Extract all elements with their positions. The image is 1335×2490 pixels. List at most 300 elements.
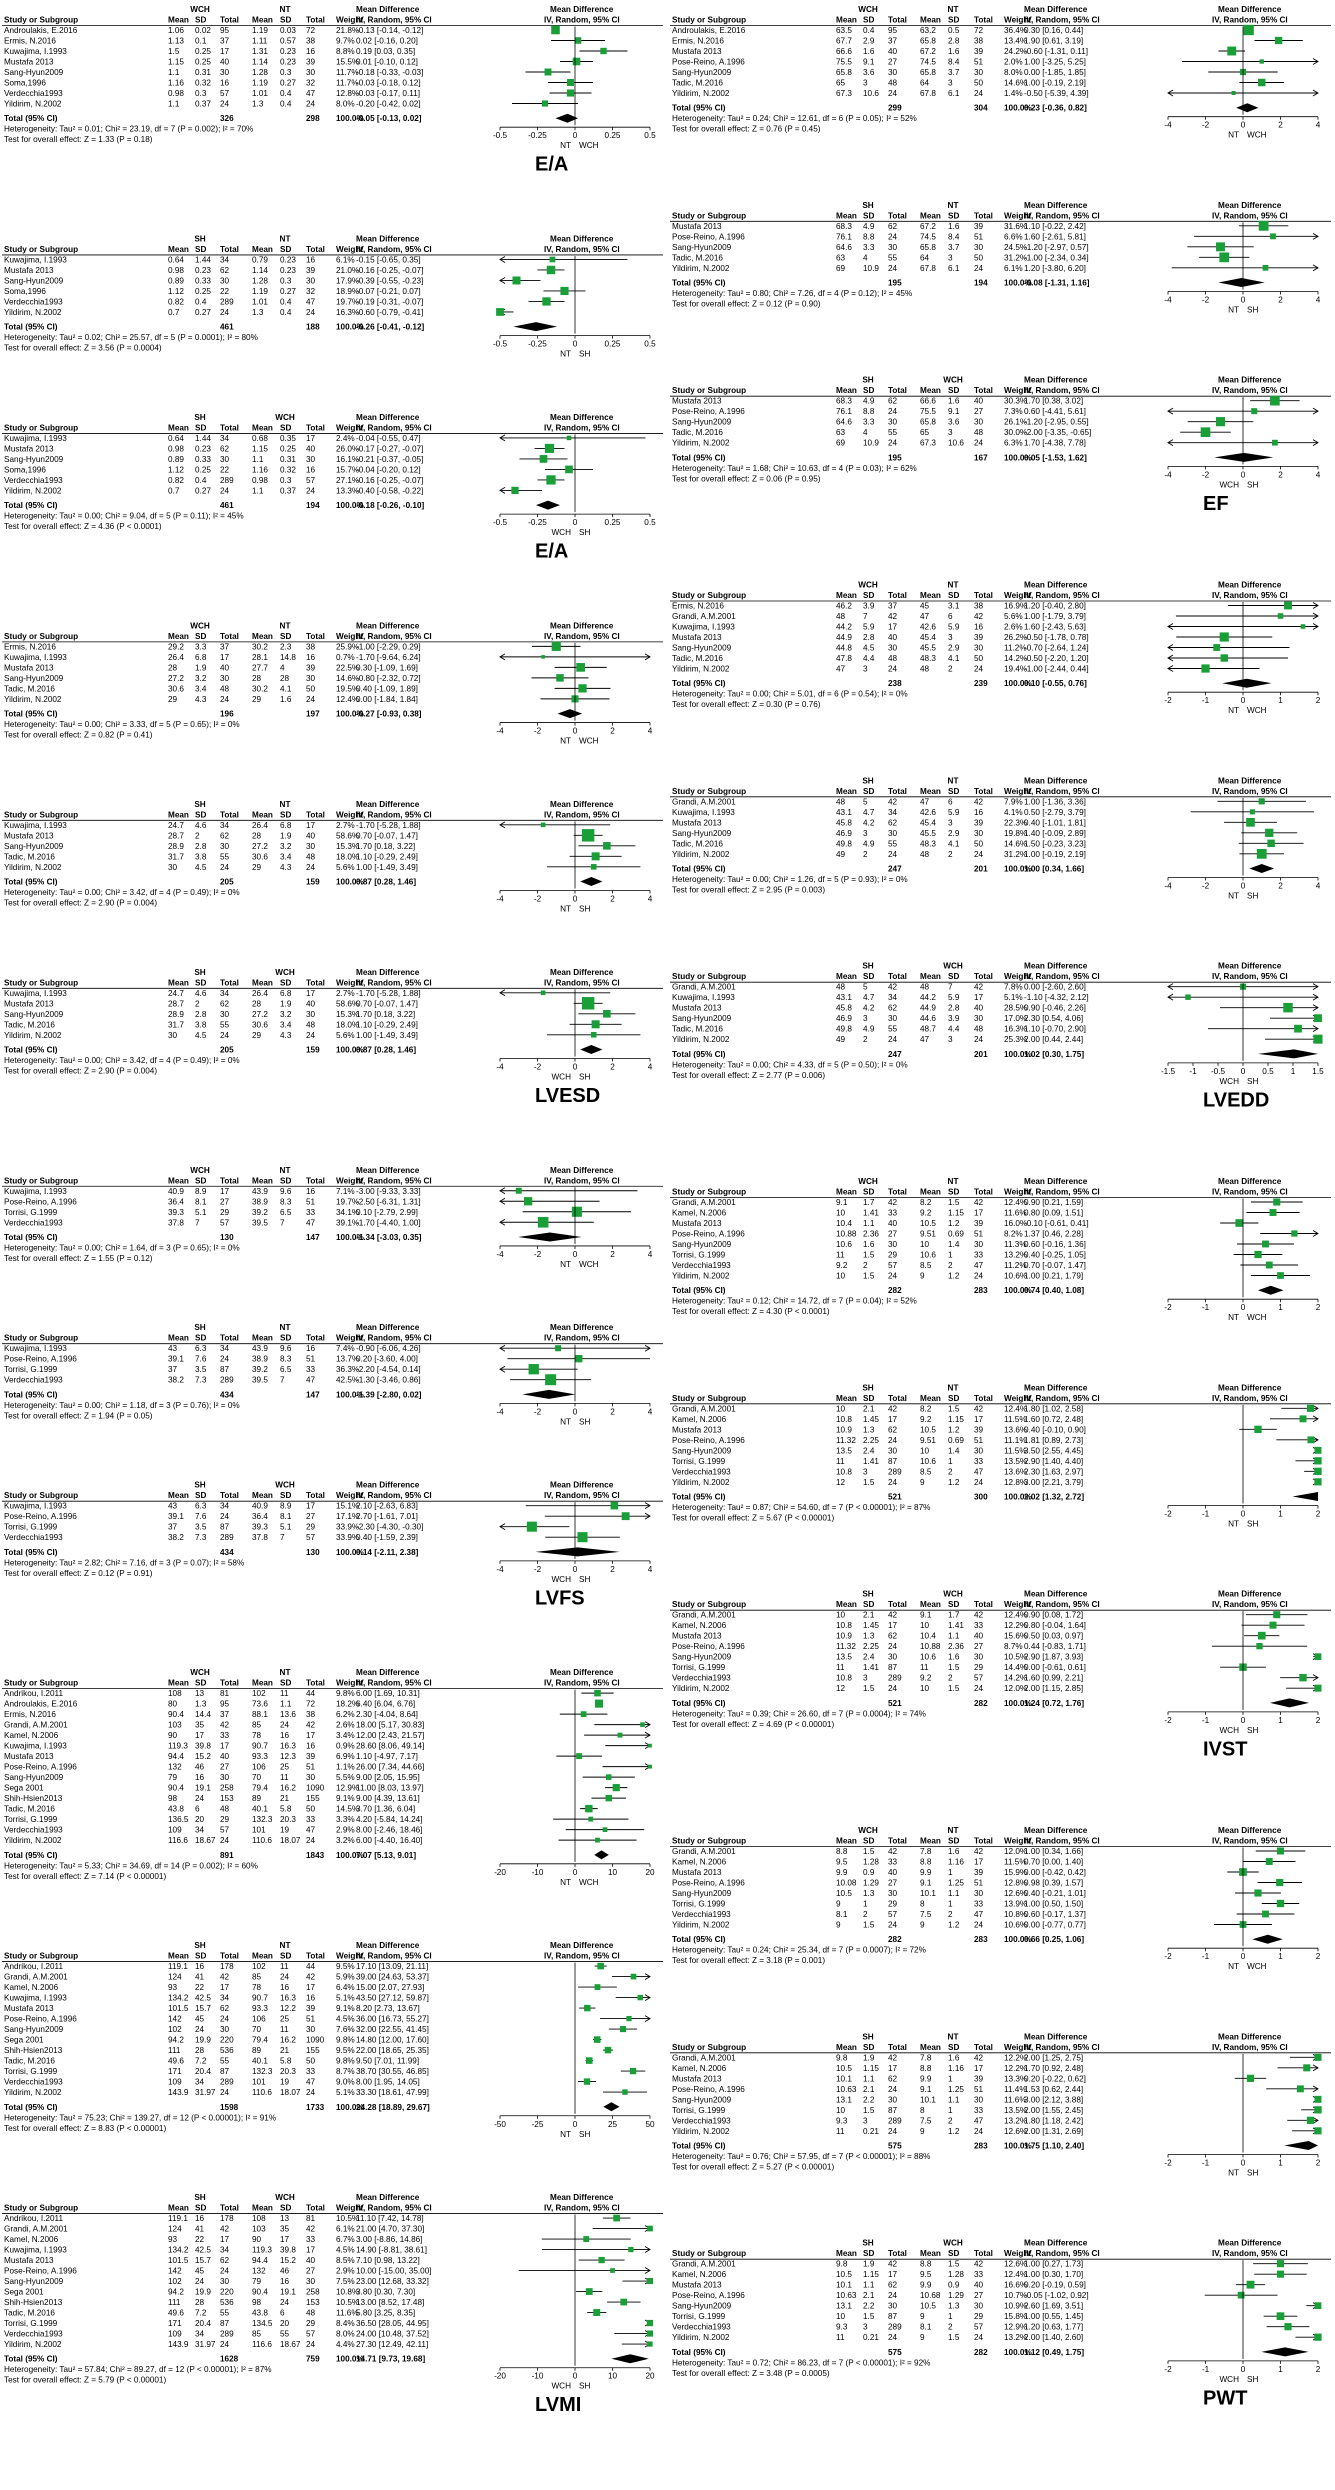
cell-m1: 67.7 <box>836 36 852 46</box>
col-header-m1: Mean <box>836 972 857 982</box>
favours-right: WCH <box>579 141 599 151</box>
pooled-diamond <box>580 1045 602 1054</box>
md-plot-subheader: IV, Random, 95% CI <box>1212 2042 1288 2052</box>
md-plot-header: Mean Difference <box>1218 375 1282 385</box>
cell-w: 11.3% <box>1004 1240 1027 1249</box>
cell-s1: 1.5 <box>863 2312 875 2322</box>
cell-s1: 15.2 <box>195 1752 211 1762</box>
cell-m1: 64.6 <box>836 242 852 252</box>
cell-ci: 6.00 [1.69, 10.31] <box>356 1689 420 1699</box>
cell-n1: 62 <box>888 1631 898 1641</box>
cell-m1: 9.1 <box>836 1198 848 1207</box>
cell-s1: 1.15 <box>863 2270 879 2280</box>
cell-m1: 0.7 <box>168 486 180 496</box>
cell-n2: 33 <box>974 1456 984 1466</box>
heterogeneity-text: Heterogeneity: Tau² = 0.00; Chi² = 3.42, df = 4 (P = 0.49); I² = 0% <box>4 1055 240 1065</box>
cell-s2: 7 <box>280 1218 285 1228</box>
col-header-m1: Mean <box>836 15 857 25</box>
x-tick-label: -1 <box>1201 1715 1210 1725</box>
col-header-m1: Mean <box>168 1176 189 1186</box>
section-label: EF <box>1203 492 1229 515</box>
cell-n2: 47 <box>974 1910 984 1919</box>
cell-m1: 26.4 <box>168 652 184 662</box>
col-header-w: Weight <box>336 631 364 641</box>
md-plot-header: Mean Difference <box>1218 1589 1282 1599</box>
point-estimate-square <box>1201 427 1211 437</box>
cell-m2: 89 <box>252 1794 262 1804</box>
cell-w: 12.4% <box>1004 1610 1028 1620</box>
cell-w: 58.6% <box>336 831 360 841</box>
md-plot-subheader: IV, Random, 95% CI <box>1212 15 1288 25</box>
cell-m2: 7.8 <box>920 1847 932 1856</box>
total-row <box>4 709 582 719</box>
cell-w: 10.5% <box>336 2214 360 2224</box>
col-header-m2: Mean <box>920 1600 941 1610</box>
study-name: Verdecchia1993 <box>672 2116 731 2126</box>
study-header: Study or Subgroup <box>672 1836 747 1846</box>
point-estimate-square <box>1283 1003 1292 1012</box>
study-name: Kuwajima, I.1993 <box>4 47 67 56</box>
study-row <box>672 644 1290 653</box>
study-name: Mustafa 2013 <box>672 1868 722 1877</box>
study-name: Mustafa 2013 <box>4 831 54 841</box>
x-tick-label: 0 <box>1240 1303 1246 1313</box>
cell-s2: 4.4 <box>948 1024 960 1034</box>
md-plot-header: Mean Difference <box>550 1323 614 1333</box>
cell-s1: 3.3 <box>863 417 875 427</box>
study-row <box>672 1261 1298 1270</box>
cell-m1: 49 <box>836 849 846 859</box>
study-name: Ermis, N.2016 <box>4 1710 56 1720</box>
col-header-s2: SD <box>280 978 292 988</box>
cell-s2: 7 <box>280 1533 285 1543</box>
study-row <box>4 1355 650 1364</box>
col-header-m2: Mean <box>920 2042 941 2052</box>
md-header: Mean Difference <box>1024 1177 1088 1186</box>
cell-m1: 9.2 <box>836 1261 848 1270</box>
total-n1: 461 <box>220 322 234 332</box>
cell-s2: 19 <box>280 1825 290 1835</box>
cell-w: 2.6% <box>336 1720 355 1730</box>
study-name: Sang-Hyun2009 <box>4 2025 64 2035</box>
overall-effect-text: Test for overall effect: Z = 4.69 (P < 0.00001) <box>672 1719 835 1729</box>
section-label: LVESD <box>535 1084 601 1107</box>
cell-ci: 0.20 [-0.19, 0.59] <box>1024 2280 1086 2290</box>
cell-m2: 10.5 <box>920 1219 936 1228</box>
cell-s2: 5.9 <box>948 622 960 632</box>
cell-m1: 108 <box>168 1689 182 1699</box>
col-header-m1: Mean <box>836 386 857 396</box>
study-row <box>4 2057 593 2066</box>
total-row <box>4 877 602 887</box>
cell-n1: 40 <box>888 1868 898 1877</box>
study-name: Mustafa 2013 <box>672 396 722 406</box>
favours-left: WCH <box>551 2381 571 2391</box>
x-tick-label: 0.5 <box>644 518 656 528</box>
cell-m2: 9.2 <box>920 1208 932 1218</box>
cell-m2: 8.5 <box>920 1261 932 1270</box>
cell-n2: 17 <box>974 1208 984 1218</box>
cell-n2: 24 <box>306 1030 316 1040</box>
x-tick-label: -0.25 <box>528 518 547 528</box>
col-header-w: Weight <box>336 978 364 988</box>
point-estimate-square <box>1254 1251 1261 1258</box>
study-row <box>4 444 565 454</box>
overall-effect-text: Test for overall effect: Z = 5.79 (P < 0.00001) <box>4 2375 167 2385</box>
cell-w: 3.4% <box>336 1731 355 1741</box>
cell-w: 12.8% <box>1004 1477 1028 1487</box>
cell-w: 5.6% <box>336 1030 355 1040</box>
cell-n1: 55 <box>220 1020 230 1030</box>
cell-n1: 24 <box>220 862 230 872</box>
cell-ci: 0.00 [-1.84, 1.84] <box>356 694 418 704</box>
cell-n1: 30 <box>220 673 230 683</box>
cell-n1: 33 <box>220 1731 230 1741</box>
md-plot-header: Mean Difference <box>1218 580 1282 590</box>
total-n1: 130 <box>220 1232 234 1242</box>
cell-w: 11.7% <box>336 78 359 88</box>
cell-s2: 6 <box>948 797 953 807</box>
forest-panel-left-9 <box>2 1668 663 1887</box>
cell-s1: 0.27 <box>195 486 211 496</box>
md-plot-header: Mean Difference <box>1218 961 1282 971</box>
cell-s1: 3 <box>863 78 868 88</box>
cell-n2: 24 <box>974 664 984 674</box>
cell-m2: 10.5 <box>920 2301 936 2311</box>
col-header-n1: Total <box>888 591 907 600</box>
cell-w: 10.6% <box>1004 1271 1028 1281</box>
cell-ci: -0.19 [-0.31, -0.07] <box>356 297 424 307</box>
col-header-m1: Mean <box>168 423 189 433</box>
cell-ci: 1.00 [0.27, 1.73] <box>1024 2259 1084 2269</box>
cell-s1: 6.3 <box>195 1501 207 1511</box>
col-header-n2: Total <box>974 591 993 600</box>
cell-m1: 94.4 <box>168 1752 184 1762</box>
study-name: Grandi, A.M.2001 <box>672 2259 736 2269</box>
md-plot-subheader: IV, Random, 95% CI <box>1212 786 1288 796</box>
study-name: Yildirim, N.2002 <box>4 862 62 872</box>
cell-n1: 27 <box>220 1197 230 1207</box>
favours-right: SH <box>1247 305 1259 315</box>
forest-panel-right-4 <box>670 776 1331 900</box>
point-estimate-square <box>1266 1262 1273 1269</box>
study-name: Kuwajima, I.1993 <box>4 988 67 998</box>
col-header-s2: SD <box>280 15 292 25</box>
x-tick-label: 0.25 <box>604 131 621 141</box>
total-n2: 282 <box>974 2347 988 2357</box>
cell-m2: 9 <box>920 2312 925 2322</box>
point-estimate-square <box>1297 2085 1304 2092</box>
favours-right: SH <box>1247 1076 1259 1086</box>
cell-n2: 39 <box>974 221 984 231</box>
cell-m1: 116.6 <box>168 1836 188 1846</box>
cell-m1: 38.2 <box>168 1375 184 1385</box>
study-row <box>4 1784 627 1793</box>
col-header-s2: SD <box>280 1491 292 1501</box>
md-subheader: IV, Random, 95% CI <box>1024 786 1100 796</box>
cell-n2: 33 <box>974 2105 984 2115</box>
col-header-w: Weight <box>1004 211 1032 221</box>
point-estimate-square <box>591 864 597 870</box>
cell-n1: 48 <box>220 1804 230 1814</box>
cell-n2: 17 <box>974 993 984 1003</box>
cell-s2: 1.4 <box>948 1240 960 1249</box>
cell-n2: 24 <box>974 1271 984 1281</box>
cell-ci: 2.00 [1.31, 2.69] <box>1024 2126 1084 2136</box>
cell-ci: 0.50 [-2.79, 3.79] <box>1024 807 1086 817</box>
cell-m2: 110.6 <box>252 2088 272 2098</box>
cell-w: 11.5% <box>1004 1446 1027 1456</box>
study-row <box>4 465 593 474</box>
cell-w: 12.4% <box>1004 2270 1028 2280</box>
cell-s1: 20.4 <box>195 2319 211 2329</box>
cell-n1: 17 <box>220 2235 230 2245</box>
x-tick-label: 4 <box>647 726 653 736</box>
cell-ci: 0.70 [-0.07, 1.47] <box>356 831 418 841</box>
cell-m2: 78 <box>252 1731 262 1741</box>
cell-s2: 1.1 <box>948 2095 960 2105</box>
cell-m1: 49 <box>836 1035 846 1045</box>
point-estimate-square <box>1314 2127 1321 2134</box>
cell-s1: 1.5 <box>863 1250 875 1260</box>
cell-n1: 40 <box>220 663 230 673</box>
col-header-w: Weight <box>336 1951 364 1961</box>
study-name: Sang-Hyun2009 <box>672 2301 732 2311</box>
group1-header: SH <box>862 1589 874 1599</box>
cell-m2: 103 <box>252 2224 266 2234</box>
cell-ci: 2.70 [-1.61, 7.01] <box>356 1512 418 1522</box>
total-label: Total (95% CI) <box>4 709 58 719</box>
md-plot-subheader: IV, Random, 95% CI <box>544 1491 620 1501</box>
cell-s2: 28 <box>280 673 290 683</box>
col-header-w: Weight <box>1004 786 1032 796</box>
study-row <box>4 2214 630 2223</box>
cell-s2: 0.5 <box>948 26 960 35</box>
cell-ci: 0.70 [-0.07, 1.47] <box>356 999 418 1009</box>
cell-m2: 106 <box>252 2014 266 2024</box>
cell-n1: 42 <box>888 1198 898 1207</box>
cell-s2: 21 <box>280 2046 290 2056</box>
study-name: Tadic, M.2016 <box>672 654 723 663</box>
point-estimate-square <box>552 642 561 651</box>
col-header-n1: Total <box>220 244 239 254</box>
cell-m1: 11 <box>836 1663 845 1673</box>
cell-ci: 7.10 [0.98, 13.22] <box>356 2256 420 2266</box>
col-header-n2: Total <box>306 978 325 988</box>
cell-n2: 47 <box>974 2116 984 2126</box>
cell-w: 9.0% <box>336 2077 355 2087</box>
cell-m1: 143.9 <box>168 2088 189 2098</box>
study-row <box>672 2260 1308 2269</box>
point-estimate-square <box>577 1532 587 1542</box>
total-row <box>672 453 1273 463</box>
heterogeneity-text: Heterogeneity: Tau² = 0.76; Chi² = 57.95, df = 7 (P < 0.00001); I² = 88% <box>672 2152 931 2162</box>
cell-m1: 90.4 <box>168 1783 184 1793</box>
cell-n1: 289 <box>888 2116 902 2126</box>
x-tick-label: -2 <box>1164 2364 1172 2374</box>
cell-ci: 8.20 [2.73, 13.67] <box>356 2004 420 2014</box>
cell-n1: 22 <box>220 465 230 475</box>
cell-s2: 1.2 <box>948 1219 960 1228</box>
cell-n1: 87 <box>888 2105 898 2115</box>
point-estimate-square <box>647 2278 653 2284</box>
cell-m2: 85 <box>252 1972 262 1982</box>
cell-s1: 2.25 <box>863 1435 879 1445</box>
cell-s2: 3.1 <box>948 601 960 611</box>
study-row <box>672 2312 1297 2321</box>
study-row <box>4 26 560 35</box>
cell-s1: 3.4 <box>195 684 207 694</box>
cell-ci: -0.18 [-0.33, -0.03] <box>356 68 424 77</box>
total-n1: 282 <box>888 1286 902 1296</box>
md-plot-subheader: IV, Random, 95% CI <box>1212 972 1288 982</box>
cell-m2: 0.68 <box>252 433 268 443</box>
cell-n1: 289 <box>220 2077 234 2087</box>
cell-s1: 24 <box>195 2277 205 2287</box>
cell-n1: 48 <box>888 78 898 88</box>
x-tick-label: 2 <box>1278 470 1283 480</box>
cell-n1: 55 <box>220 852 230 862</box>
cell-n1: 27 <box>888 1229 898 1239</box>
study-name: Verdecchia1993 <box>4 2329 63 2339</box>
cell-s2: 1.1 <box>280 1699 292 1709</box>
study-name: Yildirim, N.2002 <box>672 89 730 98</box>
study-row <box>672 1457 1322 1466</box>
cell-m2: 1.16 <box>252 465 268 475</box>
point-estimate-square <box>1300 1415 1307 1422</box>
cell-s1: 3.5 <box>195 1522 207 1532</box>
cell-n2: 32 <box>306 78 316 88</box>
total-n1: 282 <box>888 1935 902 1945</box>
cell-m1: 45.8 <box>836 818 852 828</box>
heterogeneity-text: Heterogeneity: Tau² = 0.00; Chi² = 3.33, df = 5 (P = 0.65); I² = 0% <box>4 720 240 730</box>
cell-n1: 29 <box>888 1250 898 1260</box>
cell-s2: 8.9 <box>280 1501 292 1511</box>
point-estimate-square <box>628 2247 633 2252</box>
cell-m2: 9.9 <box>920 2280 932 2290</box>
x-tick-label: 4 <box>1315 120 1321 130</box>
cell-m1: 90 <box>168 1731 178 1741</box>
pooled-diamond <box>1258 1286 1284 1295</box>
point-estimate-square <box>647 2341 652 2346</box>
cell-s2: 25 <box>280 2014 290 2024</box>
total-weight: 100.0% <box>1004 103 1032 113</box>
cell-n1: 289 <box>220 297 234 307</box>
point-estimate-square <box>546 475 555 484</box>
total-row <box>4 1547 620 1557</box>
cell-s2: 10.6 <box>948 438 964 448</box>
cell-m1: 47 <box>836 664 846 674</box>
cell-w: 12.2% <box>1004 2053 1028 2063</box>
cell-m1: 119.3 <box>168 1741 188 1751</box>
cell-n2: 24 <box>306 307 316 317</box>
cell-m1: 44.2 <box>836 622 852 632</box>
cell-n1: 24 <box>888 664 898 674</box>
study-name: Kuwajima, I.1993 <box>672 993 735 1003</box>
cell-w: 11.5% <box>1004 1857 1027 1867</box>
cell-n2: 38 <box>306 1710 316 1720</box>
cell-s2: 8.4 <box>948 57 960 67</box>
cell-s1: 1.6 <box>863 1240 875 1249</box>
x-tick-label: 0.25 <box>604 518 621 528</box>
point-estimate-square <box>1254 1426 1261 1433</box>
study-row <box>672 818 1277 827</box>
cell-s1: 10.6 <box>863 89 879 98</box>
cell-n1: 34 <box>220 1501 230 1511</box>
cell-n1: 62 <box>888 818 898 828</box>
cell-ci: -3.00 [-9.33, 3.33] <box>356 1186 421 1196</box>
cell-ci: 1.60 [0.72, 2.48] <box>1024 1414 1084 1424</box>
col-header-m2: Mean <box>920 591 941 600</box>
cell-n1: 40 <box>220 1752 230 1762</box>
col-header-m1: Mean <box>168 2203 189 2213</box>
point-estimate-square <box>556 674 563 681</box>
total-n2: 159 <box>306 1045 320 1055</box>
cell-n1: 95 <box>220 1699 230 1709</box>
study-name: Sang-Hyun2009 <box>672 1014 732 1024</box>
study-row <box>4 1700 603 1709</box>
point-estimate-square <box>551 26 560 35</box>
cell-m2: 1.1 <box>252 486 264 496</box>
total-n2: 239 <box>974 679 988 689</box>
cell-m1: 76.1 <box>836 407 852 417</box>
cell-m2: 26.4 <box>252 988 268 998</box>
favours-left: WCH <box>1219 480 1239 490</box>
col-header-n2: Total <box>974 211 993 221</box>
study-name: Sang-Hyun2009 <box>4 1009 64 1019</box>
group1-header: WCH <box>190 1165 210 1175</box>
col-header-s1: SD <box>863 386 875 396</box>
point-estimate-square <box>1216 417 1225 426</box>
cell-w: 16.3% <box>1004 1024 1028 1034</box>
cell-s1: 2 <box>863 1035 868 1045</box>
cell-n2: 33 <box>306 1815 316 1825</box>
cell-s2: 13.6 <box>280 1710 296 1720</box>
cell-w: 8.0% <box>336 2329 355 2339</box>
cell-ci: 0.40 [-0.21, 1.01] <box>1024 1889 1086 1898</box>
col-header-m1: Mean <box>168 631 189 641</box>
total-n2: 147 <box>306 1232 320 1242</box>
cell-s1: 0.02 <box>195 26 211 35</box>
study-row <box>4 821 610 830</box>
point-estimate-square <box>1313 1035 1322 1044</box>
x-tick-label: 0 <box>1240 2364 1246 2374</box>
study-name: Torrisi, G.1999 <box>4 1522 58 1532</box>
col-header-s1: SD <box>863 211 875 221</box>
md-subheader: IV, Random, 95% CI <box>1024 1393 1100 1403</box>
cell-n1: 30 <box>888 242 898 252</box>
cell-n1: 30 <box>888 828 898 838</box>
cell-ci: -2.30 [-4.30, -0.30] <box>356 1522 424 1532</box>
study-name: Yildirim, N.2002 <box>672 263 730 273</box>
cell-n2: 24 <box>306 694 316 704</box>
cell-m2: 1.3 <box>252 307 264 317</box>
cell-ci: -0.50 [-2.20, 1.20] <box>1024 654 1089 663</box>
cell-m2: 73.6 <box>252 1699 268 1709</box>
col-header-n2: Total <box>974 2042 993 2052</box>
cell-m2: 10 <box>920 1446 930 1456</box>
cell-w: 11.2% <box>1004 643 1027 653</box>
col-header-n2: Total <box>974 1600 993 1610</box>
md-header: Mean Difference <box>1024 961 1088 971</box>
cell-ci: 1.70 [0.38, 3.02] <box>1024 396 1084 406</box>
cell-m1: 49.6 <box>168 2308 184 2318</box>
group2-header: WCH <box>943 961 963 971</box>
study-row <box>4 1763 652 1772</box>
total-label: Total (95% CI) <box>4 322 58 332</box>
cell-m1: 109 <box>168 2329 182 2339</box>
overall-effect-text: Test for overall effect: Z = 0.12 (P = 0.90) <box>672 299 821 309</box>
